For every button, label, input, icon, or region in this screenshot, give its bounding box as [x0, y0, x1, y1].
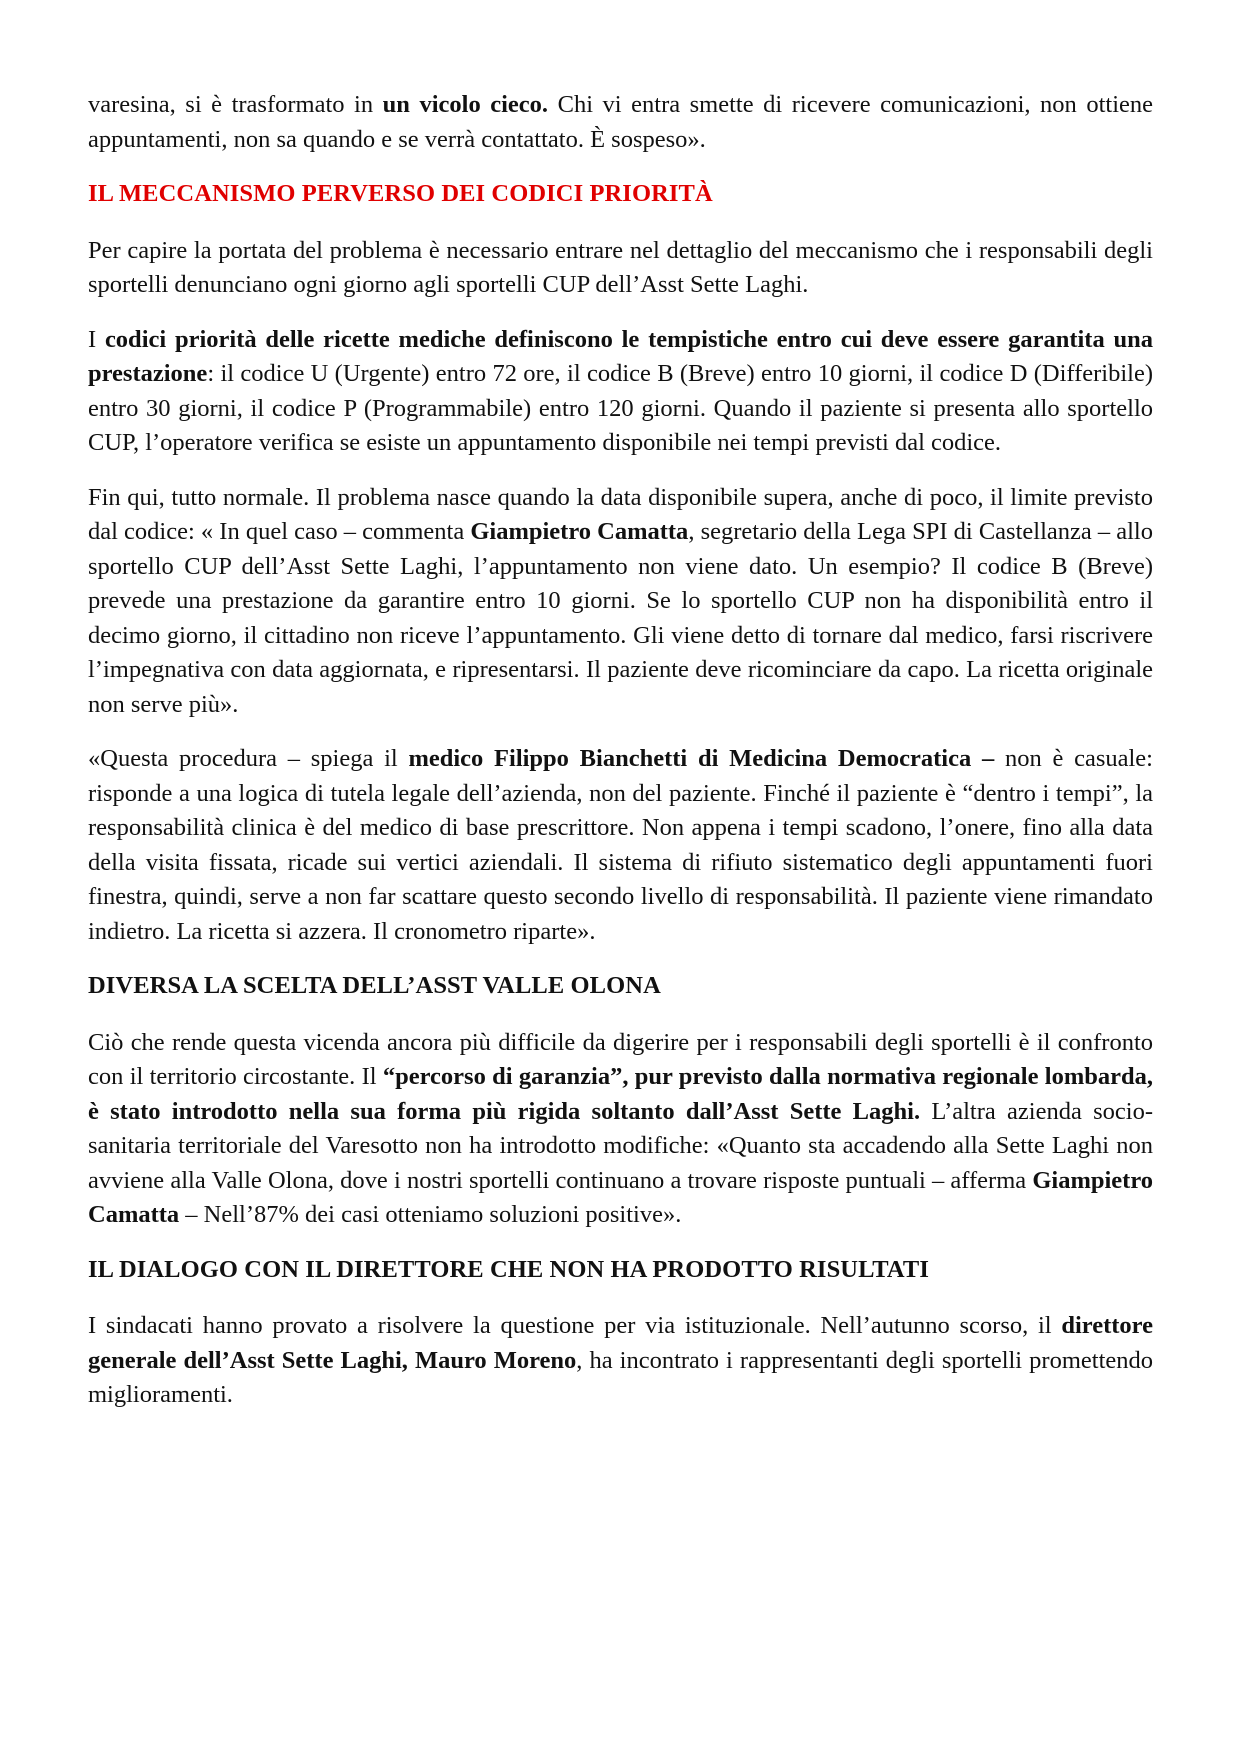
text-run: Ciò che rende questa vicenda ancora più difficile da digerire per i responsabili degli sportelli è il confronto con il territorio circostante. Il — [88, 1028, 1153, 1090]
paragraph-intro-continuation — [88, 88, 1153, 157]
text-run-bold: Giampietro Camatta — [470, 518, 689, 545]
text-run: «Questa procedura – spiega il — [88, 745, 409, 772]
text-run: : il codice U (Urgente) entro 72 ore, il codice B (Breve) entro 10 giorni, il codice D (Differibile) entro 30 giorni, il codice P (Programmabile) entro 120 giorni. Quando il paziente si presenta allo sportello CUP, l’operatore verifica se esiste un appuntamento disponibile nei tempi previsti dal codice. — [88, 360, 1153, 456]
text-run: – Nell’87% dei casi otteniamo soluzioni positive». — [179, 1201, 682, 1228]
text-run-bold: un vicolo cieco. — [382, 91, 549, 118]
text-run-bold: codici priorità delle ricette mediche definiscono le tempistiche entro cui deve essere garantita una prestazione — [88, 325, 1153, 387]
paragraph-meccanismo-intro — [88, 234, 1153, 303]
document-page — [88, 88, 1153, 1433]
paragraph-camatta-quote — [88, 481, 1153, 723]
paragraph-codici-definizione — [88, 323, 1153, 461]
paragraph-valle-olona — [88, 1026, 1153, 1233]
paragraph-bianchetti-quote — [88, 742, 1153, 949]
text-run: Per capire la portata del problema è necessario entrare nel dettaglio del meccanismo che i responsabili degli sportelli denunciano ogni giorno agli sportelli CUP dell’Asst Sette Laghi. — [88, 236, 1153, 298]
text-run: I sindacati hanno provato a risolvere la questione per via istituzionale. Nell’autunno scorso, il — [88, 1312, 1062, 1339]
section-heading-valle-olona: DIVERSA LA SCELTA DELL’ASST VALLE OLONA — [88, 972, 661, 999]
text-run: L’altra azienda socio-sanitaria territoriale del Varesotto non ha introdotto modifiche: «Quanto sta accadendo alla Sette Laghi non avviene alla Valle Olona, dove i nostri sportelli continuano a trovare risposte puntuali – afferma — [88, 1097, 1154, 1194]
text-run-bold: Giampietro Camatta — [88, 1166, 1153, 1228]
text-run: non è casuale: risponde a una logica di tutela legale dell’azienda, non del paziente. Finché il paziente è “dentro i tempi”, la responsabilità clinica è del medico di base prescrittore. Non appena i tempi scadono, l’onere, fino alla data della visita fissata, ricade sui vertici aziendali. Il sistema di rifiuto sistematico degli appuntamenti fuori finestra, quindi, serve a non far scattare questo secondo livello di responsabilità. Il paziente viene rimandato indietro. La ricetta si azzera. Il cronometro riparte». — [88, 745, 1153, 945]
text-run-bold: medico Filippo Bianchetti di Medicina Democratica – — [408, 745, 995, 772]
section-heading-codici-priorita: IL MECCANISMO PERVERSO DEI CODICI PRIORITÀ — [88, 180, 713, 207]
text-run: , ha incontrato i rappresentanti degli sportelli promettendo miglioramenti. — [88, 1346, 1154, 1408]
paragraph-sindacati — [88, 1309, 1153, 1413]
text-run: I — [88, 325, 105, 353]
text-run-bold: direttore generale dell’Asst Sette Laghi, Mauro Moreno — [88, 1312, 1153, 1374]
text-run: , segretario della Lega SPI di Castellanza – allo sportello CUP dell’Asst Sette Laghi, l’appuntamento non viene dato. Un esempio? Il codice B (Breve) prevede una prestazione da garantire entro 10 giorni. Se lo sportello CUP non ha disponibilità entro il decimo giorno, il cittadino non riceve l’appuntamento. Gli viene detto di tornare dal medico, farsi riscrivere l’impegnativa con data aggiornata, e ripresentarsi. Il paziente deve ricominciare da capo. La ricetta originale non serve più». — [88, 518, 1153, 718]
text-run: Fin qui, tutto normale. Il problema nasce quando la data disponibile supera, anche di poco, il limite previsto dal codice: « In quel caso – commenta — [88, 483, 1153, 545]
text-run: varesina, si è trasformato in — [88, 91, 383, 118]
text-run-bold: “percorso di garanzia”, pur previsto dalla normativa regionale lombarda, è stato introdotto nella sua forma più rigida soltanto dall’Asst Sette Laghi. — [88, 1063, 1153, 1125]
section-heading-dialogo-direttore: IL DIALOGO CON IL DIRETTORE CHE NON HA PRODOTTO RISULTATI — [88, 1255, 929, 1283]
text-run: Chi vi entra smette di ricevere comunicazioni, non ottiene appuntamenti, non sa quando e se verrà contattato. È sospeso». — [88, 91, 1154, 153]
